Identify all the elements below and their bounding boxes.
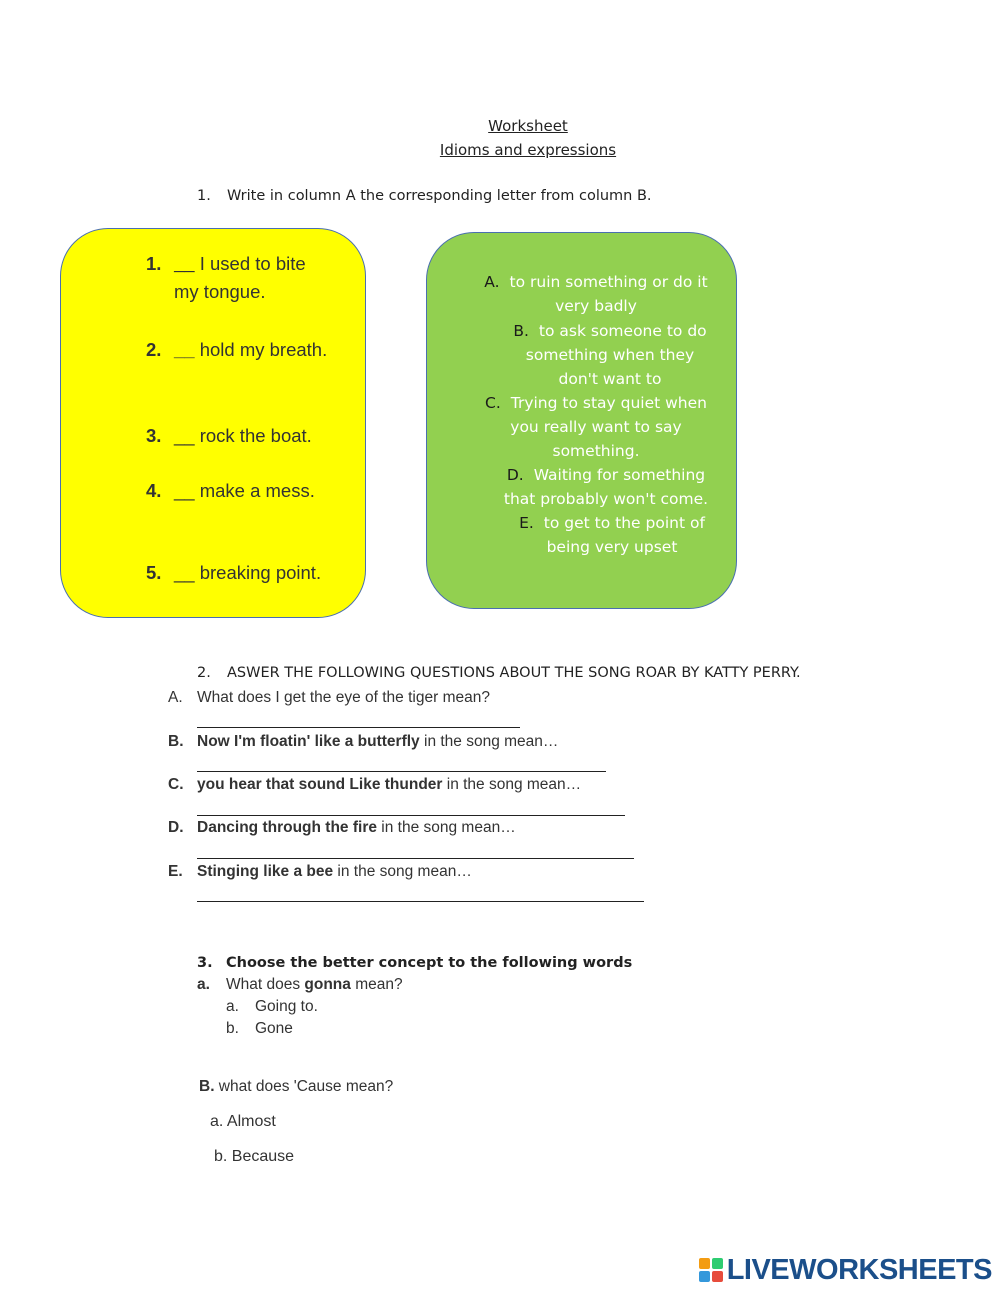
- column-b-item-d: D. Waiting for something that probably won't come.: [503, 466, 709, 508]
- column-a-item-4: 4. __ make a mess.: [146, 480, 315, 501]
- column-a-item-2: 2. __ hold my breath.: [146, 339, 328, 360]
- blank-1[interactable]: __: [174, 253, 195, 274]
- answer-line-d[interactable]: [197, 858, 634, 859]
- answer-line-e[interactable]: [197, 901, 644, 902]
- section1-instruction-text: Write in column A the corresponding letter from column B.: [227, 188, 652, 204]
- section3-question-b: B. what does 'Cause mean?: [199, 1078, 394, 1095]
- section2-number: 2.: [197, 665, 211, 681]
- option-because[interactable]: b. Because: [214, 1148, 295, 1165]
- section1-instruction: [197, 188, 652, 204]
- answer-line-a[interactable]: [197, 727, 520, 728]
- liveworksheets-logo: [699, 1254, 992, 1287]
- logo-text: LIVEWORKSHEETS: [726, 1254, 992, 1286]
- question-b: B. Now I'm floatin' like a butterfly in the song mean…: [168, 733, 559, 750]
- question-d: D. Dancing through the fire in the song mean…: [168, 819, 516, 836]
- question-c: C. you hear that sound Like thunder in the song mean…: [168, 776, 582, 793]
- option-almost[interactable]: a. Almost: [210, 1113, 276, 1130]
- option-a-going-to[interactable]: a. Going to.: [226, 998, 318, 1015]
- section1-number: 1.: [197, 188, 211, 204]
- column-b-item-e: E. to get to the point of being very upset: [519, 514, 705, 556]
- section3-instruction-text: Choose the better concept to the following words: [226, 955, 633, 971]
- answer-line-b[interactable]: [197, 771, 606, 772]
- question-e: E. Stinging like a bee in the song mean…: [168, 863, 472, 880]
- blank-3[interactable]: __: [174, 425, 195, 446]
- section3-number: 3.: [197, 955, 213, 971]
- blank-2[interactable]: __: [174, 339, 195, 360]
- column-a-item-5: 5. __ breaking point.: [146, 562, 322, 583]
- option-b-gone[interactable]: b. Gone: [226, 1020, 293, 1037]
- column-a-item-1: 1. __ I used to bite my tongue.: [146, 253, 306, 302]
- column-b-item-b: B. to ask someone to do something when they don't want to: [513, 322, 707, 388]
- worksheet-subtitle: Idioms and expressions: [439, 141, 617, 159]
- blank-5[interactable]: __: [174, 562, 195, 583]
- worksheet-title: Worksheet: [488, 117, 568, 135]
- column-b-item-c: C. Trying to stay quiet when you really want to say something.: [485, 394, 707, 460]
- section3-question-a: a. What does gonna mean?: [197, 976, 403, 993]
- column-b-item-a: A. to ruin something or do it very badly: [484, 273, 708, 315]
- column-a-item-3: 3. __ rock the boat.: [146, 425, 312, 446]
- section2-instruction: [197, 665, 801, 681]
- answer-line-c[interactable]: [197, 815, 625, 816]
- section2-instruction-text: ASWER THE FOLLOWING QUESTIONS ABOUT THE SONG ROAR BY KATTY PERRY.: [227, 665, 801, 681]
- blank-4[interactable]: __: [174, 480, 195, 501]
- logo-tiles-icon: [699, 1258, 725, 1284]
- section3-instruction: [197, 955, 632, 971]
- question-a: A. What does I get the eye of the tiger mean?: [168, 689, 490, 706]
